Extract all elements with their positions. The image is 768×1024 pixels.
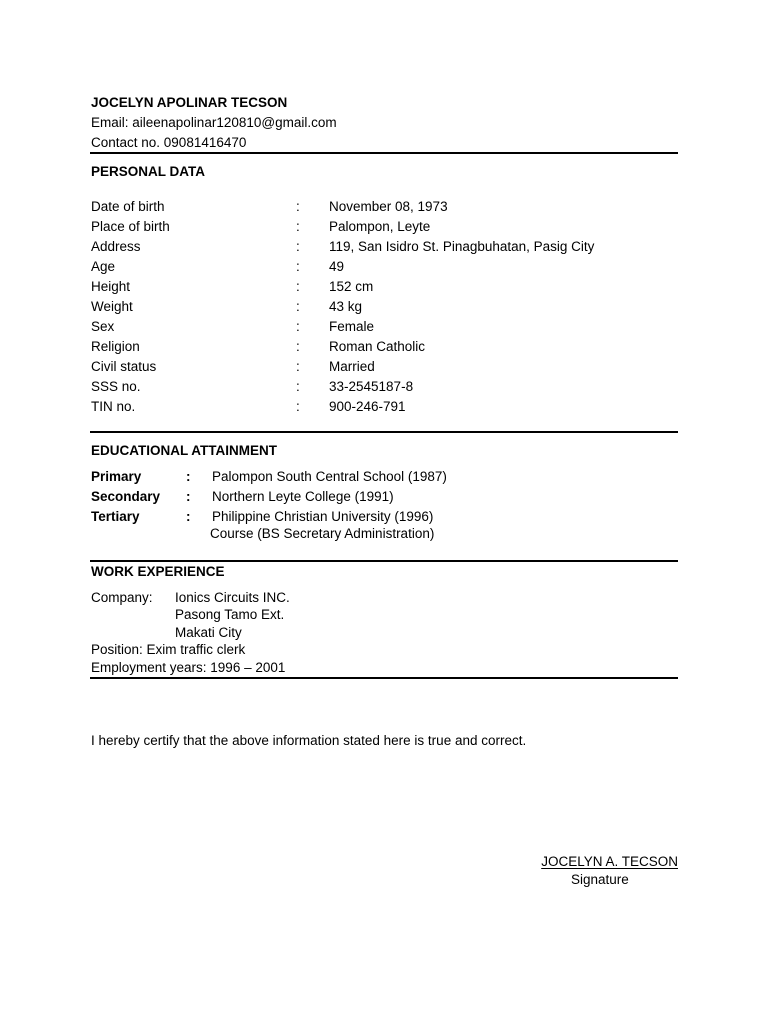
- employment-years-line: Employment years: 1996 – 2001: [91, 660, 286, 675]
- personal-data-label: Height: [91, 279, 131, 294]
- personal-data-value: Female: [329, 319, 375, 334]
- personal-data-label: Place of birth: [91, 219, 170, 234]
- personal-data-value: 49: [329, 259, 345, 274]
- personal-data-heading: PERSONAL DATA: [91, 164, 206, 179]
- company-line: Ionics Circuits INC.: [175, 590, 290, 605]
- colon-separator: :: [296, 359, 300, 374]
- education-school-value: Northern Leyte College (1991): [212, 489, 394, 504]
- personal-data-value: Palompon, Leyte: [329, 219, 431, 234]
- personal-data-label: Civil status: [91, 359, 157, 374]
- company-line: Makati City: [175, 625, 242, 640]
- education-school-value: Philippine Christian University (1996): [212, 509, 434, 524]
- signature-label: Signature: [571, 872, 629, 887]
- education-school-value: Palompon South Central School (1987): [212, 469, 447, 484]
- personal-data-label: Age: [91, 259, 116, 274]
- applicant-name: JOCELYN APOLINAR TECSON: [91, 95, 288, 110]
- colon-separator: :: [296, 259, 300, 274]
- email-line: Email: aileenapolinar120810@gmail.com: [91, 115, 337, 130]
- education-level-label: Tertiary: [91, 509, 140, 524]
- colon-separator: :: [296, 379, 300, 394]
- personal-data-value: Roman Catholic: [329, 339, 426, 354]
- personal-data-value: 152 cm: [329, 279, 374, 294]
- colon-separator: :: [296, 219, 300, 234]
- personal-data-label: Address: [91, 239, 141, 254]
- colon-separator: :: [296, 339, 300, 354]
- personal-data-row: [0, 378, 768, 398]
- personal-data-row: [0, 318, 768, 338]
- colon-separator: :: [296, 399, 300, 414]
- position-line: Position: Exim traffic clerk: [91, 642, 246, 657]
- certification-statement: I hereby certify that the above information stated here is true and correct.: [91, 733, 527, 748]
- personal-data-label: TIN no.: [91, 399, 136, 414]
- education-level-label: Secondary: [91, 489, 161, 504]
- personal-data-value: 33-2545187-8: [329, 379, 414, 394]
- education-row: [0, 488, 768, 508]
- colon-separator: :: [296, 239, 300, 254]
- personal-data-row: [0, 278, 768, 298]
- personal-data-row: [0, 298, 768, 318]
- colon-separator: :: [296, 279, 300, 294]
- personal-data-value: 43 kg: [329, 299, 363, 314]
- education-row: [0, 468, 768, 488]
- colon-separator: :: [296, 199, 300, 214]
- personal-data-row: [0, 218, 768, 238]
- personal-data-label: Weight: [91, 299, 133, 314]
- divider-education: [90, 560, 678, 562]
- divider-header: [90, 152, 678, 154]
- personal-data-value: 119, San Isidro St. Pinagbuhatan, Pasig City: [329, 239, 595, 254]
- personal-data-value: November 08, 1973: [329, 199, 448, 214]
- personal-data-row: [0, 358, 768, 378]
- education-course: Course (BS Secretary Administration): [210, 526, 435, 541]
- colon-separator: :: [296, 299, 300, 314]
- personal-data-value: 900-246-791: [329, 399, 406, 414]
- colon-separator: :: [186, 509, 191, 524]
- personal-data-row: [0, 398, 768, 418]
- personal-data-label: Religion: [91, 339, 140, 354]
- colon-separator: :: [186, 469, 191, 484]
- personal-data-label: Date of birth: [91, 199, 165, 214]
- personal-data-value: Married: [329, 359, 375, 374]
- signature-name: JOCELYN A. TECSON: [541, 854, 678, 869]
- work-heading: WORK EXPERIENCE: [91, 564, 225, 579]
- colon-separator: :: [296, 319, 300, 334]
- contact-line: Contact no. 09081416470: [91, 135, 247, 150]
- divider-personal: [90, 431, 678, 433]
- company-label: Company:: [91, 590, 153, 605]
- education-heading: EDUCATIONAL ATTAINMENT: [91, 443, 277, 458]
- personal-data-row: [0, 258, 768, 278]
- personal-data-row: [0, 338, 768, 358]
- personal-data-label: SSS no.: [91, 379, 141, 394]
- company-line: Pasong Tamo Ext.: [175, 607, 285, 622]
- divider-work: [90, 677, 678, 679]
- personal-data-row: [0, 238, 768, 258]
- education-level-label: Primary: [91, 469, 142, 484]
- colon-separator: :: [186, 489, 191, 504]
- personal-data-row: [0, 198, 768, 218]
- personal-data-label: Sex: [91, 319, 115, 334]
